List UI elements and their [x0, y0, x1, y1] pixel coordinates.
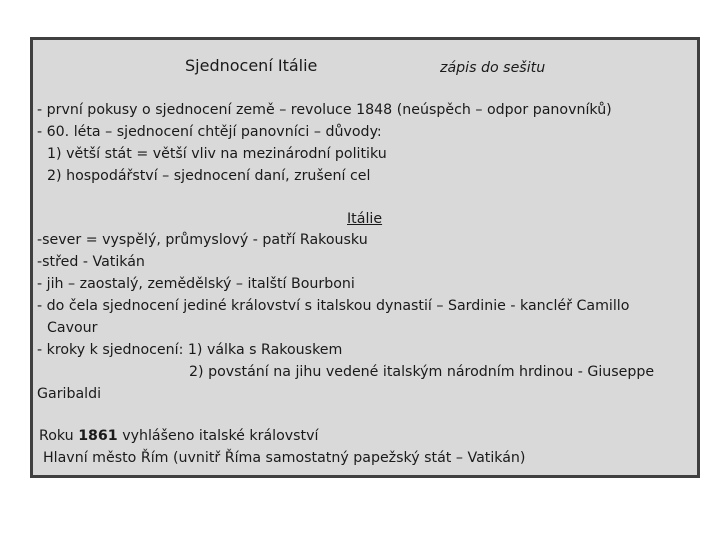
conclusion-line — [39, 426, 318, 446]
page-subtitle: zápis do sešitu — [440, 60, 546, 76]
notes-box — [30, 37, 700, 478]
intro-line: 2) hospodářství – sjednocení daní, zrušení cel — [47, 168, 371, 184]
italie-line: - kroky k sjednocení: 1) válka s Rakouskem — [37, 342, 343, 358]
italie-line: 2) povstání na jihu vedené italským národním hrdinou - Giuseppe — [189, 364, 655, 380]
italie-line: -sever = vyspělý, průmyslový - patří Rakousku — [37, 232, 368, 248]
capital-line: Hlavní město Řím (uvnitř Říma samostatný papežský stát – Vatikán) — [43, 450, 526, 466]
italie-line: Garibaldi — [37, 386, 102, 402]
italie-line: - jih – zaostalý, zemědělský – italští Bourboni — [37, 276, 355, 292]
intro-line: - 60. léta – sjednocení chtějí panovníci – důvody: — [37, 124, 382, 140]
italie-line: - do čela sjednocení jediné království s italskou dynastií – Sardinie - kancléř Camillo — [37, 298, 630, 314]
italie-line: Cavour — [47, 320, 98, 336]
page-title: Sjednocení Itálie — [185, 56, 318, 75]
section-heading-italie: Itálie — [347, 211, 383, 227]
conclusion-year: 1861 — [78, 428, 118, 444]
intro-line: 1) větší stát = větší vliv na mezinárodní politiku — [47, 146, 387, 162]
conclusion-suffix: vyhlášeno italské království — [117, 428, 319, 444]
italie-line: -střed - Vatikán — [37, 254, 145, 270]
conclusion-prefix: Roku — [39, 428, 79, 444]
intro-line: - první pokusy o sjednocení země – revoluce 1848 (neúspěch – odpor panovníků) — [37, 102, 612, 118]
